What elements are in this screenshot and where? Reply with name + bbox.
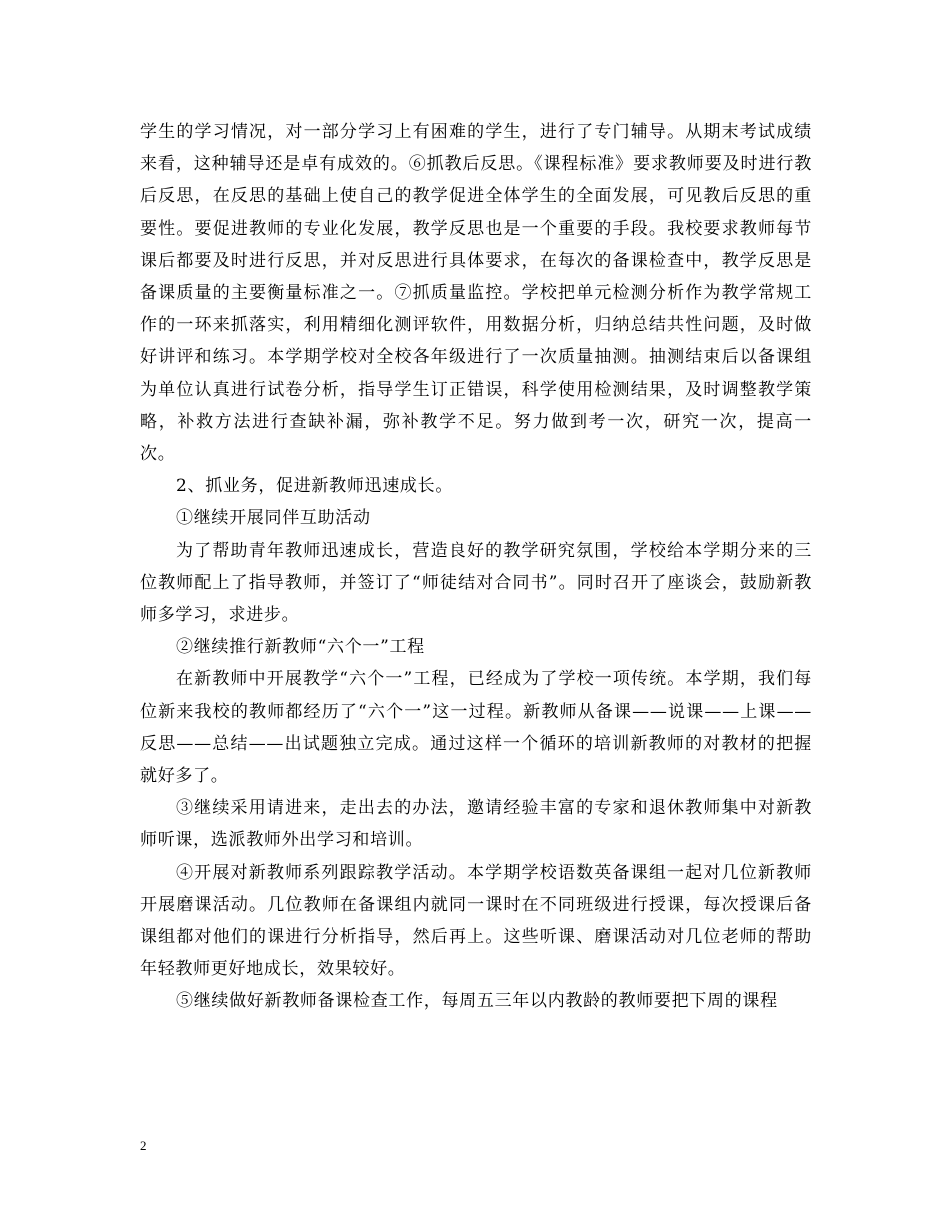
document-body	[140, 116, 812, 1018]
paragraph-4: 为了帮助青年教师迅速成长，营造良好的教学研究氛围，学校给本学期分来的三位教师配上了指导教师，并签订了“师徒结对合同书”。同时召开了座谈会，鼓励新教师多学习，求进步。	[140, 540, 812, 626]
paragraph-6: 在新教师中开展教学“六个一”工程，已经成为了学校一项传统。本学期，我们每位新来我校的教师都经历了“六个一”这一过程。新教师从备课——说课——上课——反思——总结——出试题独立完成。通过这样一个循环的培训新教师的对教材的把握就好多了。	[140, 669, 812, 787]
paragraph-1: 学生的学习情况，对一部分学习上有困难的学生，进行了专门辅导。从期末考试成绩来看，这种辅导还是卓有成效的。⑥抓教后反思。《课程标准》要求教师要及时进行教后反思，在反思的基础上使自己的教学促进全体学生的全面发展，可见教后反思的重要性。要促进教师的专业化发展，教学反思也是一个重要的手段。我校要求教师每节课后都要及时进行反思，并对反思进行具体要求，在每次的备课检查中，教学反思是备课质量的主要衡量标准之一。⑦抓质量监控。学校把单元检测分析作为教学常规工作的一环来抓落实，利用精细化测评软件，用数据分析，归纳总结共性问题，及时做好讲评和练习。本学期学校对全校各年级进行了一次质量抽测。抽测结束后以备课组为单位认真进行试卷分析，指导学生订正错误，科学使用检测结果，及时调整教学策略，补救方法进行查缺补漏，弥补教学不足。努力做到考一次，研究一次，提高一次。	[140, 122, 812, 465]
paragraph-2-heading: 2、抓业务，促进新教师迅速成长。	[176, 476, 454, 497]
paragraph-8: ④开展对新教师系列跟踪教学活动。本学期学校语数英备课组一起对几位新教师开展磨课活动。几位教师在备课组内就同一课时在不同班级进行授课，每次授课后备课组都对他们的课进行分析指导，然后再上。这些听课、磨课活动对几位老师的帮助年轻教师更好地成长，效果较好。	[140, 862, 812, 980]
page-number: 2	[140, 1138, 147, 1153]
paragraph-9: ⑤继续做好新教师备课检查工作，每周五三年以内教龄的教师要把下周的课程	[176, 991, 778, 1012]
paragraph-5-subheading: ②继续推行新教师“六个一”工程	[176, 637, 425, 658]
paragraph-3-subheading: ①继续开展同伴互助活动	[176, 508, 371, 529]
paragraph-7: ③继续采用请进来，走出去的办法，邀请经验丰富的专家和退休教师集中对新教师听课，选派教师外出学习和培训。	[140, 798, 812, 851]
